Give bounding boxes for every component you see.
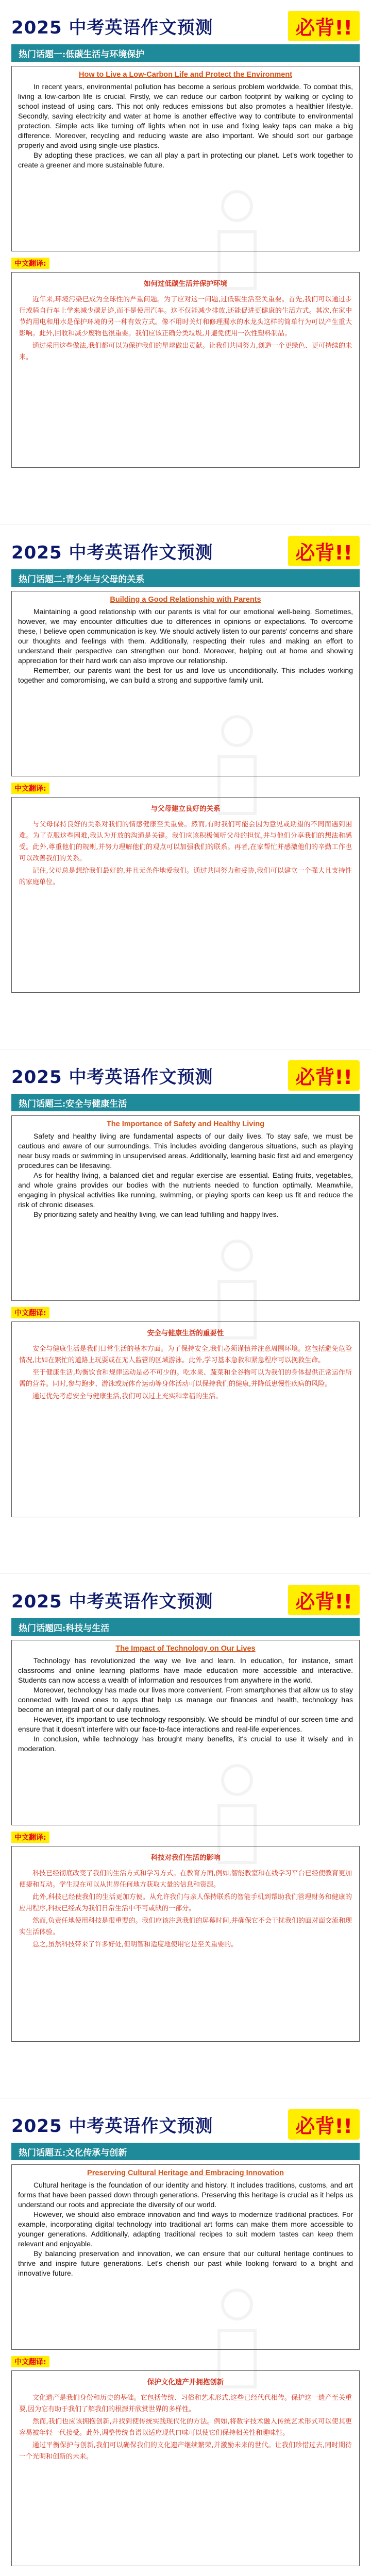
must-memorize-badge: 必背!! xyxy=(288,536,360,566)
banner xyxy=(11,1584,360,1615)
essay-section-1 xyxy=(0,0,371,524)
essay-section-5 xyxy=(0,2098,371,2576)
must-memorize-badge: 必背!! xyxy=(288,1060,360,1091)
english-essay-title: Building a Good Relationship with Parents xyxy=(110,596,261,604)
chinese-translation-title: 与父母建立良好的关系 xyxy=(150,805,221,813)
english-essay-title: The Impact of Technology on Our Lives xyxy=(115,1645,256,1653)
english-paragraph: Remember, our parents want the best for us and love us unconditionally. This includes working together and compromising, we can build a strong and supportive family unit. xyxy=(18,666,353,684)
english-paragraph: Moreover, technology has made our lives more convenient. From smartphones that allow us to stay connected with loved ones to apps that help us manage our finances and health, technology has become an integral part of our daily routines. xyxy=(18,1686,353,1714)
chinese-translation-title: 如何过低碳生活并保护环境 xyxy=(144,280,227,288)
english-paragraph: As for healthy living, a balanced diet and regular exercise are essential. Eating fruits, vegetables, and whole grains provides our bodies with the nutrients needed to function optimally. Meanwhile, engaging in physical activities like running, swimming, or playing sports can keep us fit and reduce the risk of chronic diseases. xyxy=(18,1171,353,1209)
english-paragraph: However, we should also embrace innovation and find ways to modernize traditional practices. For example, incorporating digital technology into traditional art forms can make them more accessible to younger generations. Additionally, adapting traditional recipes to suit modern tastes can keep them relevant and enjoyable. xyxy=(18,2210,353,2248)
english-paragraph: Maintaining a good relationship with our parents is vital for our emotional well-being. Sometimes, however, we may encounter difficulties due to differences in opinions or expectations. To overcome these, I believe open communication is key. We should actively listen to our parents' concerns and share our thoughts and feelings with them. Additionally, respecting their rules and making an effort to understand their perspective can strengthen our bond. Moreover, helping out at home and showing appreciation for their hard work can also improve our relationship. xyxy=(18,607,353,665)
chinese-paragraph: 近年来,环境污染已成为全球性的严重问题。为了应对这一问题,过低碳生活至关重要。首先,我们可以通过步行或骑自行车上学来减少碳足迹,而不是使用汽车。这不仅能减少排放,还能促进更健康的生活方式。其次,在家中节约用电和用水是保护环境的另一种有效方式。像不用时关灯和修理漏水的水龙头这样的简单行为可以产生重大影响。此外,回收和减少废物也很重要。我们应该正确分类垃圾,并避免使用一次性塑料制品。 xyxy=(19,296,352,337)
banner-title: 2025 中考英语作文预测 xyxy=(11,1066,213,1088)
english-essay-title: Preserving Cultural Heritage and Embracing Innovation xyxy=(87,2169,284,2177)
essay-section-2 xyxy=(0,524,371,1049)
chinese-paragraph: 科技已经彻底改变了我们的生活方式和学习方式。在教育方面,例如,智能教室和在线学习平台已经使教育更加便捷和互动。学生现在可以从世界任何地方获取大量的信息和资源。 xyxy=(19,1870,352,1889)
banner xyxy=(11,1060,360,1091)
chinese-translation-card xyxy=(11,1321,360,1517)
chinese-paragraph: 安全与健康生活是我们日常生活的基本方面。为了保持安全,我们必须谨慎并注意周围环境。这包括避免危险情况,比如在繁忙的道路上玩耍或在无人监管的区域游泳。此外,学习基本急救和紧急程序可以挽救生命。 xyxy=(19,1345,352,1364)
topic-bar: 热门话题三:安全与健康生活 xyxy=(11,1094,360,1111)
english-essay-card xyxy=(11,1640,360,1825)
english-essay-title: How to Live a Low-Carbon Life and Protect the Environment xyxy=(78,71,293,79)
banner-title: 2025 中考英语作文预测 xyxy=(11,542,213,563)
chinese-translation-card xyxy=(11,2370,360,2566)
english-essay-card xyxy=(11,66,360,251)
english-paragraph: In conclusion, while technology has brought many benefits, it's crucial to use it wisely and in moderation. xyxy=(18,1735,353,1753)
chinese-paragraph: 此外,科技已经使我们的生活更加方便。从允许我们与亲人保持联系的智能手机到帮助我们管理财务和健康的应用程序,科技已经成为我们日常生活中不可或缺的一部分。 xyxy=(19,1893,352,1912)
english-paragraph: However, it's important to use technology responsibly. We should be mindful of our screen time and ensure that it doesn't interfere with our face-to-face interactions and real-life experiences. xyxy=(18,1715,353,1733)
chinese-translation-label: 中文翻译: xyxy=(11,783,49,794)
topic-bar: 热门话题一:低碳生活与环境保护 xyxy=(11,44,360,62)
english-paragraph: By prioritizing safety and healthy living, we can lead fulfilling and happy lives. xyxy=(33,1210,279,1218)
chinese-paragraph: 然而,负责任地使用科技是很重要的。我们应该注意我们的屏幕时间,并确保它不会干扰我们的面对面交流和现实生活体验。 xyxy=(19,1917,352,1936)
chinese-paragraph: 通过采用这些做法,我们都可以为保护我们的星球做出贡献。让我们共同努力,创造一个更绿色、更可持续的未来。 xyxy=(19,342,352,361)
chinese-paragraph: 与父母保持良好的关系对我们的情感健康至关重要。然而,有时我们可能会因为意见或期望的不同而遇到困难。为了克服这些困难,我认为开放的沟通是关键。我们应该积极倾听父母的担忧,并与他们分享我们的想法和感受。此外,尊重他们的规则,并努力理解他们的观点可以加强我们的联系。再者,在家帮忙并感激他们的辛勤工作也可以改善我们的关系。 xyxy=(19,821,352,862)
english-paragraph: In recent years, environmental pollution has become a serious problem worldwide. To combat this, living a low-carbon life is crucial. Firstly, we can reduce our carbon footprint by walking or cycling to school instead of using cars. This not only reduces emissions but also promotes a healthier lifestyle. Secondly, saving electricity and water at home is another effective way to contribute to environmental protection. Simple acts like turning off lights when not in use and fixing leaky taps can make a big difference. Moreover, recycling and reducing waste are also important. We should sort our garbage properly and avoid using single-use plastics. xyxy=(18,82,353,149)
chinese-translation-card xyxy=(11,797,360,993)
chinese-paragraph: 通过平衡保护与创新,我们可以确保我们的文化遗产继续繁荣,并激励未来的世代。让我们珍惜过去,同时期待一个光明和创新的未来。 xyxy=(19,2442,352,2461)
english-paragraph: Cultural heritage is the foundation of our identity and history. It includes traditions, customs, and art forms that have been passed down through generations. Preserving this heritage is crucial as it helps us understand our roots and appreciate the diversity of our world. xyxy=(18,2181,353,2209)
english-paragraph: By adopting these practices, we can all play a part in protecting our planet. Let's work together to create a greener and more sustainable future. xyxy=(18,151,353,169)
english-paragraph: Safety and healthy living are fundamental aspects of our daily lives. To stay safe, we must be cautious and aware of our surroundings. This includes avoiding dangerous situations, such as playing near busy roads or swimming in unsupervised areas. Additionally, learning basic first aid and emergency procedures can be lifesaving. xyxy=(18,1132,353,1170)
english-essay-title: The Importance of Safety and Healthy Living xyxy=(106,1120,265,1128)
banner xyxy=(11,10,360,41)
chinese-translation-title: 安全与健康生活的重要性 xyxy=(147,1329,224,1337)
must-memorize-badge: 必背!! xyxy=(288,11,360,41)
chinese-translation-label: 中文翻译: xyxy=(11,1832,49,1843)
chinese-paragraph: 记住,父母总是想给我们最好的,并且无条件地爱我们。通过共同努力和妥协,我们可以建立一个强大且支持性的家庭单位。 xyxy=(19,867,352,886)
chinese-translation-title: 保护文化遗产并拥抱创新 xyxy=(147,2378,224,2386)
topic-bar: 热门话题二:青少年与父母的关系 xyxy=(11,569,360,587)
english-essay-card xyxy=(11,591,360,776)
english-paragraph: By balancing preservation and innovation, we can ensure that our cultural heritage continues to thrive and inspire future generations. Let's cherish our past while looking forward to a bright and innovative future. xyxy=(18,2249,353,2277)
must-memorize-badge: 必背!! xyxy=(288,1585,360,1615)
banner xyxy=(11,2109,360,2140)
english-essay-card xyxy=(11,1115,360,1301)
essay-section-3 xyxy=(0,1049,371,1573)
banner-title: 2025 中考英语作文预测 xyxy=(11,17,213,38)
chinese-translation-title: 科技对我们生活的影响 xyxy=(150,1854,221,1862)
essay-section-4 xyxy=(0,1573,371,2098)
must-memorize-badge: 必背!! xyxy=(288,2109,360,2140)
banner-title: 2025 中考英语作文预测 xyxy=(11,2115,213,2137)
banner xyxy=(11,535,360,566)
english-paragraph: Technology has revolutionized the way we live and learn. In education, for instance, smart classrooms and online learning platforms have made education more accessible and interactive. Students can now access a wealth of information and resources from anywhere in the world. xyxy=(18,1656,353,1684)
topic-bar: 热门话题五:文化传承与创新 xyxy=(11,2143,360,2160)
chinese-translation-label: 中文翻译: xyxy=(11,258,49,269)
chinese-translation-label: 中文翻译: xyxy=(11,2356,49,2367)
chinese-paragraph: 至于健康生活,均衡饮食和规律运动是必不可少的。吃水果、蔬菜和全谷物可以为我们的身体提供正常运作所需的营养。同时,参与跑步、游泳或玩体育运动等身体活动可以保持我们的健康,并降低患慢性疾病的风险。 xyxy=(19,1369,352,1388)
chinese-paragraph: 文化遗产是我们身份和历史的基础。它包括传统、习俗和艺术形式,这些已经代代相传。保护这一遗产至关重要,因为它有助于我们了解我们的根源并欣赏世界的多样性。 xyxy=(19,2394,352,2413)
chinese-paragraph: 通过优先考虑安全与健康生活,我们可以过上充实和幸福的生活。 xyxy=(32,1393,223,1400)
chinese-paragraph: 总之,虽然科技带来了许多好处,但明智和适度地使用它是至关重要的。 xyxy=(32,1941,238,1948)
topic-bar: 热门话题四:科技与生活 xyxy=(11,1618,360,1636)
chinese-paragraph: 然而,我们也应该拥抱创新,并找到使传统实践现代化的方法。例如,将数字技术融入传统艺术形式可以使其更容易被年轻一代接受。此外,调整传统食谱以适应现代口味可以使它们保持相关性和趣味性。 xyxy=(19,2418,352,2437)
chinese-translation-card xyxy=(11,1846,360,2042)
chinese-translation-card xyxy=(11,272,360,468)
english-essay-card xyxy=(11,2164,360,2350)
chinese-translation-label: 中文翻译: xyxy=(11,1307,49,1318)
banner-title: 2025 中考英语作文预测 xyxy=(11,1591,213,1612)
